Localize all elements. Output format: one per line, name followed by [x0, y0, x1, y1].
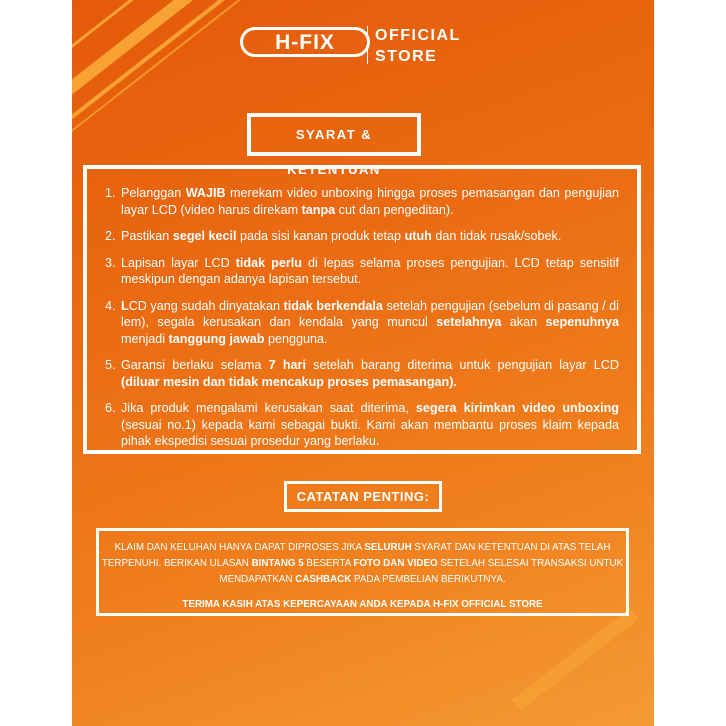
note-text [99, 540, 626, 588]
text-segment: CD yang sudah dinyatakan [128, 298, 284, 313]
term-item [105, 185, 619, 218]
bold-text: BINTANG 5 [251, 558, 304, 569]
text-segment: Jika produk mengalami kerusakan saat diterima, [121, 401, 416, 415]
term-number: 6. [105, 401, 116, 415]
term-item [105, 298, 619, 348]
official-store-label [375, 25, 461, 67]
logo-divider [367, 26, 368, 64]
bold-text: L [121, 298, 129, 313]
text-segment: SYARAT DAN KETENTUAN DI ATAS TELAH TERPENUHI. BERIKAN ULASAN [101, 542, 611, 569]
bold-text: tanggung jawab [168, 331, 265, 346]
term-item [105, 400, 619, 450]
bold-text: WAJIB [185, 186, 226, 200]
terms-box [83, 165, 641, 454]
store-line-2: STORE [375, 48, 438, 65]
bold-text: segel kecil [172, 229, 237, 243]
bold-text: segera kirimkan video unboxing [415, 401, 619, 415]
text-segment: setelah barang diterima untuk pengujian layar LCD [305, 358, 620, 372]
text-segment: Garansi berlaku selama [121, 358, 269, 372]
term-item [105, 228, 619, 245]
text-segment: akan [501, 315, 546, 329]
thanks-text: TERIMA KASIH ATAS KEPERCAYAAN ANDA KEPADA H-FIX OFFICIAL STORE [182, 599, 543, 610]
text-segment: merekam video unboxing hingga proses pemasangan dan pengujian layar LCD (video harus direkam [121, 186, 619, 217]
bold-text: setelahnya [436, 315, 502, 329]
term-item [105, 357, 619, 390]
term-number: 5. [105, 358, 116, 372]
text-segment: Pastikan [121, 229, 173, 243]
bold-text: sepenuhnya [545, 315, 619, 329]
bold-text: CASHBACK [295, 574, 352, 585]
bold-text: SELURUH [364, 542, 412, 553]
note-title-box [284, 481, 442, 512]
hfix-logo [240, 27, 370, 57]
text-segment: menjadi [121, 331, 169, 346]
bold-text: 7 hari [268, 358, 306, 372]
store-line-1: OFFICIAL [375, 27, 461, 44]
term-number: 2. [105, 229, 116, 243]
page-title: SYARAT & KETENTUAN [287, 127, 381, 177]
note-title: CATATAN PENTING: [296, 489, 430, 504]
text-segment: Pelanggan [121, 186, 186, 200]
bold-text: tanpa [301, 202, 336, 217]
text-segment: dan tidak rusak/sobek. [431, 229, 562, 243]
bold-text: FOTO DAN VIDEO [353, 558, 438, 569]
terms-list [105, 185, 619, 450]
bold-text: tidak perlu [235, 255, 302, 270]
text-segment: pengguna. [264, 331, 328, 346]
bold-text: tidak berkendala [283, 298, 383, 313]
term-item [105, 255, 619, 288]
bold-text: utuh [404, 229, 432, 243]
text-segment: SETELAH SELESAI TRANSAKSI UNTUK MENDAPATKAN [219, 558, 624, 585]
text-segment: pada sisi kanan produk tetap [236, 229, 405, 243]
decorative-stripe [512, 608, 639, 711]
term-number: 1. [105, 186, 116, 200]
text-segment: Lapisan layar LCD [121, 255, 236, 270]
term-number: 3. [105, 255, 116, 270]
text-segment: di lepas selama proses pengujian. LCD tetap sensitif meskipun dengan adanya lapisan tersebut. [121, 255, 619, 286]
text-segment: KLAIM DAN KELUHAN HANYA DAPAT DIPROSES JIKA [114, 542, 365, 553]
note-box [96, 528, 629, 616]
text-segment: BESERTA [303, 558, 354, 569]
text-segment: PADA PEMBELIAN BERIKUTNYA. [351, 574, 506, 585]
term-number: 4. [105, 298, 116, 313]
text-segment: cut dan pengeditan). [335, 202, 454, 217]
text-segment: (sesuai no.1) kepada kami sebagai bukti. Kami akan membantu proses klaim kepada pihak ekspedisi sesuai prosedur yang berlaku. [121, 417, 619, 448]
logo-text: H-FIX [275, 31, 335, 54]
text-segment: setelah pengujian (sebelum di pasang / di lem), segala kerusakan dan kendala yang muncul [121, 298, 619, 329]
title-box [247, 113, 421, 177]
bold-text: (diluar mesin dan tidak mencakup proses pemasangan). [121, 374, 457, 389]
